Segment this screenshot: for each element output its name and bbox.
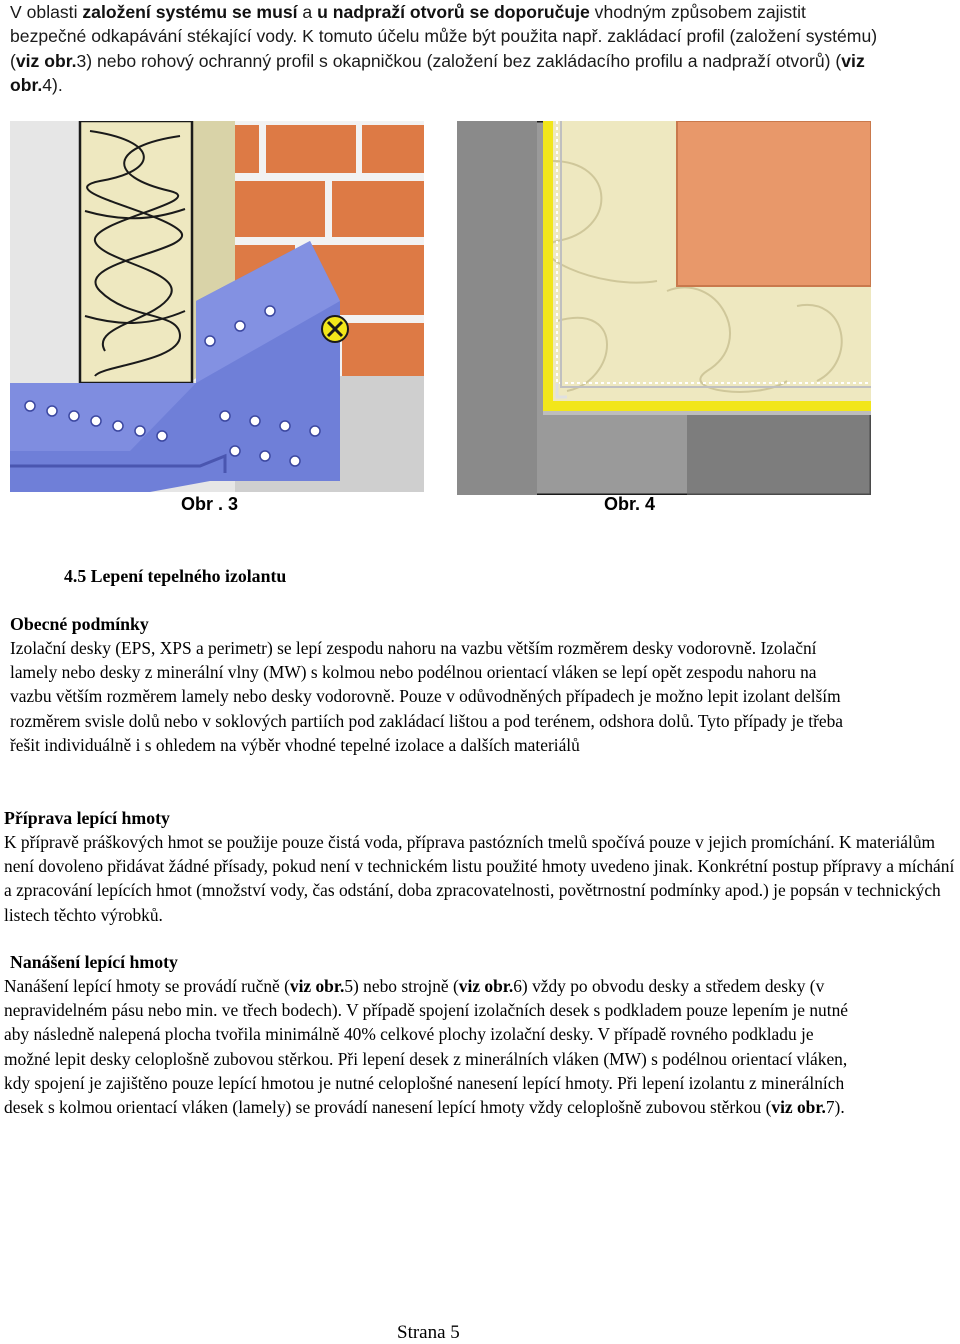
application-text-part: 7). (825, 1097, 845, 1118)
figure-reference: viz obr. (458, 976, 514, 996)
figure-4-corner-profile (457, 121, 871, 495)
application-text-part: Nanášení lepící hmoty se provádí ručně ( (4, 976, 290, 996)
general-conditions-heading: Obecné podmínky (10, 614, 149, 634)
application-text-part: 6) vždy po obvodu desky a středem desky (v nepravidelném pásu nebo min. ve třech bodech). V případě spojení izolačních desek s podkladem pouze lepením je nutné aby následně nalepená plocha tvořila minimálně 40% celkové plochy izolační desky. V případě rovného podkladu je možné lepit desky celoplošně zubovou stěrkou. Při lepení desek z minerálních vláken (MW) s podélnou orientací vláken, kdy spojení je zajištěno pouze lepící hmotou je nutné celoplošné nanesení lepící hmoty. Při lepení izolantu z minerálních desek s kolmou orientací vláken (lamely) se provádí nanesení lepící hmoty vždy celoplošně zubovou stěrkou ( (4, 976, 848, 1118)
intro-text: V oblasti (10, 2, 83, 22)
intro-text: a (297, 2, 318, 22)
figure-3-caption: Obr . 3 (181, 494, 239, 514)
figure-3-starter-profile (10, 121, 424, 492)
section-heading: 4.5 Lepení tepelného izolantu (64, 566, 287, 586)
general-conditions-text: Izolační desky (EPS, XPS a perimetr) se lepí zespodu nahoru na vazbu větším rozměrem desky vodorovně. Izolační lamely nebo desky z minerální vlny (MW) s kolmou nebo podélnou orientací vláken se lepí opět zespodu nahoru na vazbu větším rozměrem lamely nebo desky vodorovně. Pouze v odůvodněných případech je možno lepit izolant delším rozměrem svisle dolů nebo v soklových partiích pod zakládací lištou a pod terénem, odshora dolů. Tyto případy je třeba řešit individuálně i s ohledem na výběr vhodné tepelné izolace a dalších materiálů (10, 638, 843, 755)
page-number: Strana 5 (397, 1322, 460, 1343)
application-heading: Nanášení lepící hmoty (10, 952, 178, 972)
figure-4-caption: Obr. 4 (604, 494, 656, 514)
intro-text: vhodným způsobem zajistit bezpečné odkapávání stékající vody. K tomuto účelu může být použita např. zakládací profil (založení systému) ( (10, 2, 878, 71)
intro-text: 3) nebo rohový ochranný profil s okapničkou (založení bez zakládacího profilu a nadpraží otvorů) ( (76, 50, 842, 71)
figure-reference: viz obr. (15, 50, 77, 71)
figure-reference: viz obr. (10, 50, 865, 96)
figure-reference: viz obr. (771, 1097, 826, 1118)
intro-emphasis: založení systému se musí (82, 2, 298, 22)
intro-emphasis: u nadpraží otvorů se doporučuje (317, 2, 590, 22)
application-text-part: 5) nebo strojně ( (344, 976, 459, 996)
figure-reference: viz obr. (289, 976, 345, 996)
intro-text: 4). (42, 75, 63, 96)
intro-paragraph (10, 0, 880, 98)
application-text (4, 974, 864, 1119)
preparation-text: K přípravě práškových hmot se použije pouze čistá voda, příprava pastózních tmelů spočívá pouze v jejich promíchání. K materiálům není dovoleno přidávat žádné přísady, pokud není v technickém listu použité hmoty uvedeno jinak. Konkrétní postup přípravy a míchání a zpracování lepících hmot (množství vody, čas odstání, doba zpracovatelnosti, povětrnostní podmínky apod.) je popsán v technických listech těchto výrobků. (4, 832, 955, 925)
preparation-heading: Příprava lepící hmoty (4, 808, 170, 828)
